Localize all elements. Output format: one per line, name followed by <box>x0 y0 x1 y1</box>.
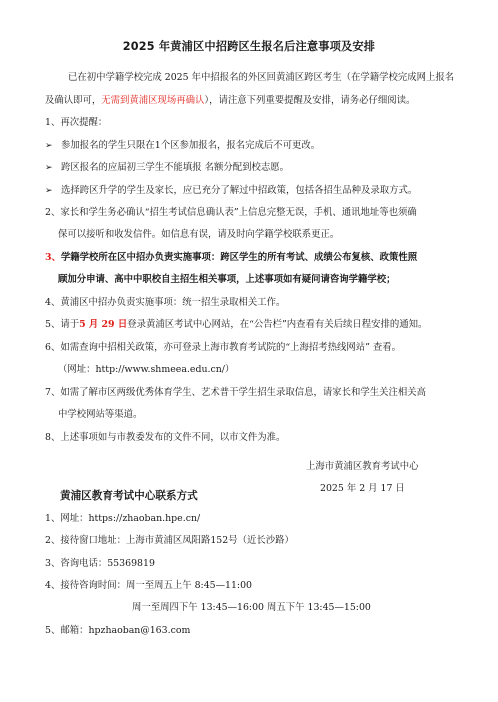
section-8: 8、上述事项如与市教委发布的文件不同，以市文件为准。 <box>45 432 286 443</box>
section-2-line-1: 2、家长和学生务必确认“招生考试信息确认表”上信息完整无误，手机、通讯地址等也须确 <box>45 207 417 218</box>
section-7-line-2: 中学校网站等渠道。 <box>58 409 143 420</box>
section-5 <box>45 318 427 332</box>
section-2-line-2: 保可以接听和收发信件。如信息有误，请及时向学籍学校联系更正。 <box>58 229 340 240</box>
contact-address: 2、接待窗口地址：上海市黄浦区凤阳路152号（近长沙路） <box>45 535 294 546</box>
arrow-bullet-icon: ➢ <box>45 186 53 196</box>
document-title: 2025 年黄浦区中招跨区生报名后注意事项及安排 <box>122 40 376 53</box>
section-1-bullet-3 <box>45 184 417 198</box>
section-6-website-link[interactable]: （网址：http://www.shmeea.edu.cn/） <box>58 364 235 375</box>
signature-date: 2025 年 2 月 17 日 <box>320 483 405 494</box>
bullet-text: 选择跨区升学的学生及家长，应已充分了解过中招政策，包括各招生品种及录取方式。 <box>61 185 418 196</box>
arrow-bullet-icon: ➢ <box>45 163 53 173</box>
intro-line-2 <box>45 94 415 108</box>
section-1-bullet-1 <box>45 139 320 153</box>
arrow-bullet-icon: ➢ <box>45 141 53 151</box>
intro-highlight-text: 无需到黄浦区现场再确认 <box>101 95 205 106</box>
section-3-line-2: 顾加分申请、高中中职校自主招生相关事项，上述事项如有疑问请咨询学籍学校； <box>58 274 396 285</box>
section-7-line-1: 7、如需了解市区两级优秀体育学生、艺术普干学生招生录取信息，请家长和学生关注相关高 <box>45 387 426 398</box>
section-6-line-1: 6、如需查询中招相关政策，亦可登录上海市教育考试院的“上海招考热线网站” 查看。 <box>45 342 402 353</box>
contact-email-link[interactable]: 5、邮箱：hpzhaoban@163.com <box>45 625 191 636</box>
section-5-date: 5 月 29 日 <box>79 319 128 330</box>
section-5-text-tail: 登录黄浦区考试中心网站，在“公告栏”内查看有关后续日程安排的通知。 <box>127 319 428 330</box>
bullet-text: 参加报名的学生只限在1个区参加报名，报名完成后不可更改。 <box>61 140 321 151</box>
section-1-title: 1、再次提醒： <box>45 117 108 128</box>
contact-heading: 黄浦区教育考试中心联系方式 <box>60 490 198 502</box>
contact-hours-2: 周一至周四下午 13:45—16:00 周五下午 13:45—15:00 <box>132 602 371 613</box>
contact-website-link[interactable]: 1、网址：https://zhaoban.hpe.cn/ <box>45 513 201 524</box>
section-4: 4、黄浦区中招办负责实施事项：统一招生录取相关工作。 <box>45 297 286 308</box>
section-5-text: 5、请于 <box>45 319 80 330</box>
intro-line-1: 已在初中学籍学校完成 2025 年中招报名的外区回黄浦区跨区考生（在学籍学校完成网上报名 <box>68 72 455 83</box>
intro-text-tail: ），请注意下列重要提醒及安排，请务必仔细阅读。 <box>204 95 416 106</box>
signature-org: 上海市黄浦区教育考试中心 <box>306 461 419 472</box>
section-3-number: 3、 <box>45 252 61 263</box>
section-3-text: 学籍学校所在区中招办负责实施事项：跨区学生的所有考试、成绩公布复核、政策性照 <box>60 252 418 263</box>
section-3-line-1 <box>45 251 417 265</box>
intro-text: 及确认即可， <box>45 95 102 106</box>
bullet-text: 跨区报名的应届初三学生不能填报 名额分配到校志愿。 <box>61 162 289 173</box>
contact-hours-1: 4、接待咨询时间：周一至周五上午 8:45—11:00 <box>45 580 253 591</box>
section-1-bullet-2 <box>45 161 289 175</box>
contact-phone: 3、咨询电话：55369819 <box>45 558 155 569</box>
